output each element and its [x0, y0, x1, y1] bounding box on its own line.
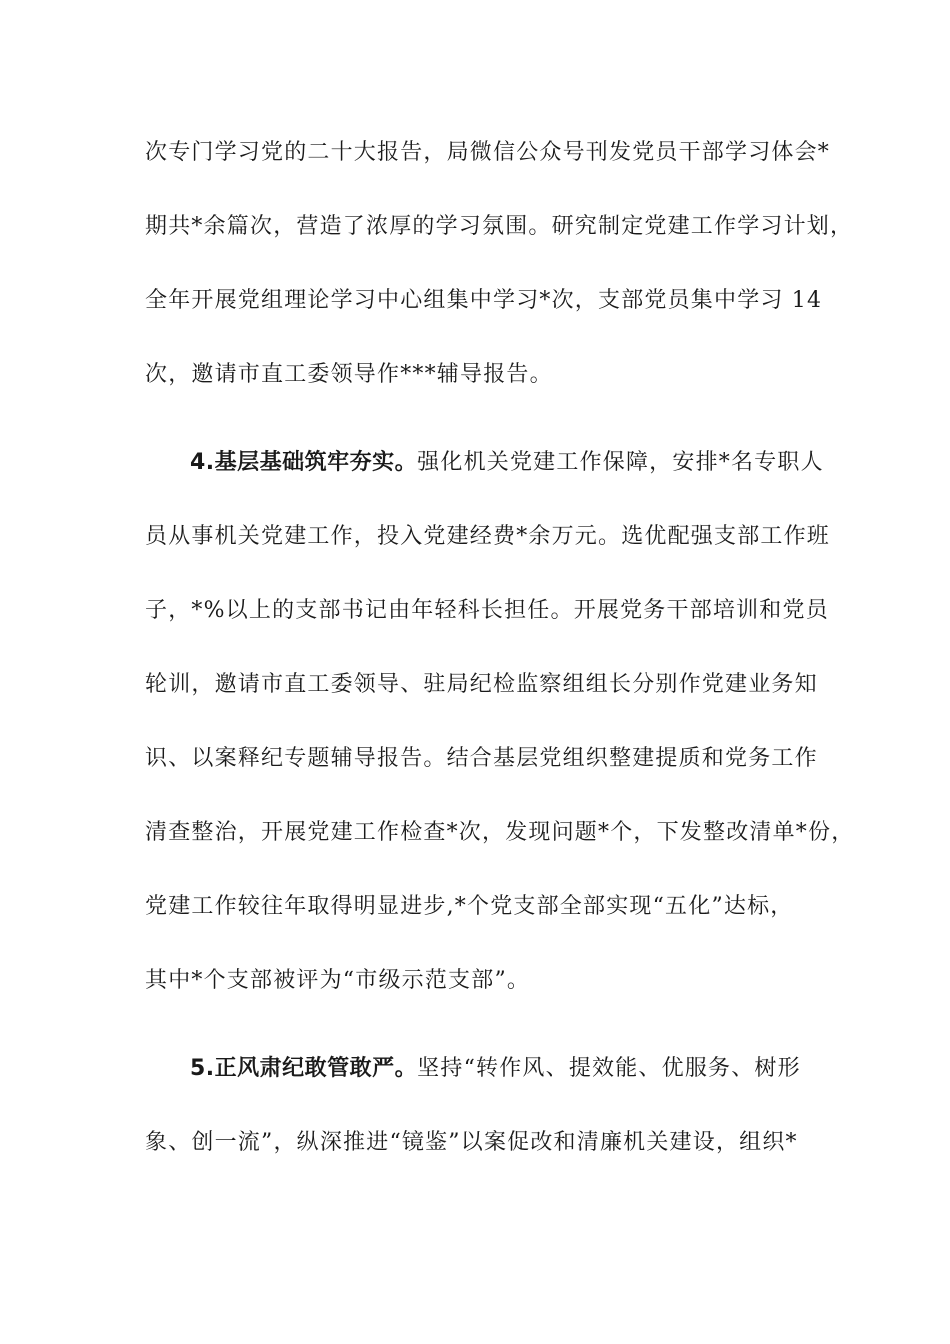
section-4-first-line	[190, 448, 825, 478]
paragraph-line: 员从事机关党建工作，投入党建经费*余万元。选优配强支部工作班	[145, 524, 831, 549]
section-4-text: 强化机关党建工作保障，安排*名专职人	[417, 450, 824, 475]
section-4-heading: 4.基层基础筑牢夯实。	[190, 450, 418, 475]
paragraph-line: 其中*个支部被评为“市级示范支部”。	[145, 968, 531, 993]
paragraph-line: 次专门学习党的二十大报告，局微信公众号刊发党员干部学习体会*	[145, 140, 831, 165]
section-5-heading: 5.正风肃纪敢管敢严。	[190, 1056, 418, 1081]
paragraph-line: 期共*余篇次，营造了浓厚的学习氛围。研究制定党建工作学习计划，	[145, 214, 854, 239]
paragraph-line: 党建工作较往年取得明显进步,*个党支部全部实现“五化”达标，	[145, 894, 794, 919]
section-5-text: 坚持“转作风、提效能、优服务、树形	[417, 1056, 801, 1081]
paragraph-line: 全年开展党组理论学习中心组集中学习*次，支部党员集中学习 14	[145, 288, 823, 313]
paragraph-line: 轮训，邀请市直工委领导、驻局纪检监察组组长分别作党建业务知	[145, 672, 818, 697]
section-5-first-line	[190, 1054, 825, 1084]
paragraph-line: 子，*%以上的支部书记由年轻科长担任。开展党务干部培训和党员	[145, 598, 829, 623]
paragraph-line: 清查整治，开展党建工作检查*次，发现问题*个，下发整改清单*份，	[145, 820, 855, 845]
paragraph-line: 识、以案释纪专题辅导报告。结合基层党组织整建提质和党务工作	[145, 746, 818, 771]
paragraph-line: 次，邀请市直工委领导作***辅导报告。	[145, 362, 553, 387]
paragraph-line: 象、创一流”，纵深推进“镜鉴”以案促改和清廉机关建设，组织*	[145, 1130, 798, 1155]
